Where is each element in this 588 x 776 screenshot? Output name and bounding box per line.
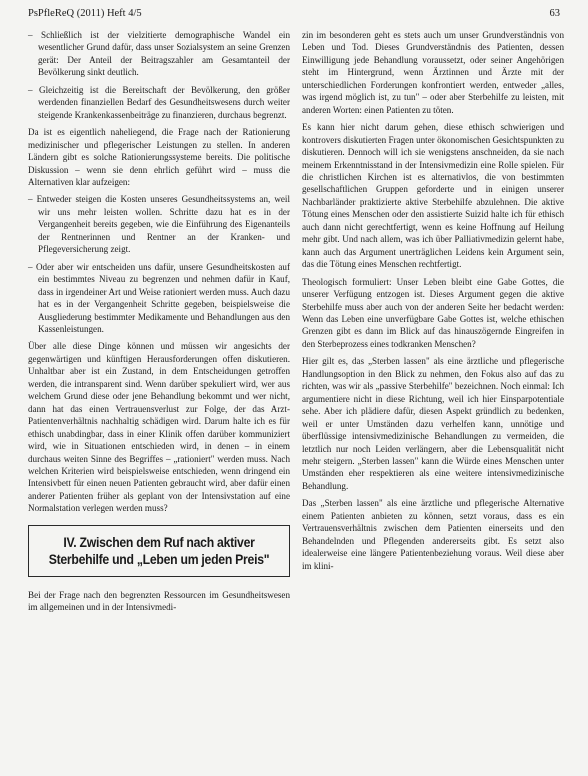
paragraph: Bei der Frage nach den begrenzten Ressourcen im Gesundheitswesen im allgemeinen und in der Intensivmedi- xyxy=(28,589,290,613)
list-item: – Gleichzeitig ist die Bereitschaft der Bevölkerung, den größer werdenden finanziellen Bedarf des Gesundheitswesens durch weiter steigende Krankenkassenbeiträge zu finanzieren, durchaus begrenzt. xyxy=(28,84,290,120)
paragraph: Hier gilt es, das „Sterben lassen" als eine ärztliche und pflegerische Handlungsoption in den Blick zu nehmen, den Fokus also auf das zu richten, was wir als „passive Sterbehilfe" bezeichnen. Noch einmal: Ich argumentiere nicht in diese Richtung, weil ich hier Einsparpotentiale sehe. Aber ich plädiere dafür, diesen Aspekt gründlich zu bedenken, weil er unter Umständen dazu verhelfen kann, unnötige und überflüssige intensivmedizinische Behandlungen zu vermeiden, die letztlich nur noch Leiden verlängern, aber die Lebensqualität nicht mehr steigern. „Sterben lassen" kann die Würde eines Menschen unter Umständen eher respektieren als eine weitere intensivmedizinische Behandlung. xyxy=(302,356,564,491)
paragraph: Das „Sterben lassen" als eine ärztliche und pflegerische Alternative einem Patienten anbieten zu können, setzt voraus, dass es ein Vertrauensverhältnis zwischen dem Patienten einerseits und den Behandelnden und Pflegenden andererseits gibt. Es setzt also idealerweise eine längere Patientenbeziehung voraus. Weil diese aber im klini- xyxy=(302,498,564,571)
page-number: 63 xyxy=(549,8,560,19)
paragraph: zin im besonderen geht es stets auch um unser Grundverständnis von Leben und Tod. Dieses Grundverständnis des Patienten, dessen Einwilligung jede Behandlung voraussetzt, oder seiner Angehörigen steht im Hintergrund, wenn Ärztinnen und Ärzte mit der unterschiedlichen Forderungen konfrontiert werden, entweder „alles, was irgend möglich ist, zu tun" – oder aber Sterbehilfe zu leisten, mit anderen Worten: einen Patienten zu töten. xyxy=(302,30,564,115)
paragraph: Da ist es eigentlich naheliegend, die Frage nach der Rationierung medizinischer und pflegerischer Leistungen zu stellen. In anderen Ländern gibt es solche Rationierungssysteme bereits. Die politische Diskussion – wenn sie denn ehrlich geführt wird – muss die Alternativen klar aufzeigen: xyxy=(28,127,290,187)
paragraph: Über alle diese Dinge können und müssen wir angesichts der gegenwärtigen und künftigen Herausforderungen offen diskutieren. Unhaltbar aber ist ein Zustand, in dem Entscheidungen getroffen werden, die intransparent sind. Wenn darüber spekuliert wird, wer aus welchem Grund diese oder jene Behandlung bekommt und wer nicht, dann hat das einen Vertrauensverlust zur Folge, der das Arzt-Patientenverhältnis nachhaltig schädigen wird. Darum halte ich es für ethisch unabdingbar, dass in einer Klinik offen darüber kommuniziert wird, wie in Situationen entschieden wird, in denen – in einem durchaus weiten Sinne des Begriffes – „rationiert" werden muss. Nach welchen Kriterien wird beispielsweise entschieden, wenn dringend ein Intensivbett für einen neuen Patienten gebraucht wird, aber dafür einen anderer Patienten früher als geplant von der Intensivstation auf eine Normalstation verlegen werden muss? xyxy=(28,341,290,514)
page-header xyxy=(28,8,560,22)
list-item: – Oder aber wir entscheiden uns dafür, unsere Gesundheitskosten auf ein bestimmtes Niveau zu begrenzen und nehmen dafür in Kauf, dass in irgendeiner Art und Weise rationiert werden muss. Auch dazu hat es in der Vergangenheit Schritte gegeben, beispielsweise die Ausgliederung bestimmter Medikamente und Behandlungen aus den Kassenleistungen. xyxy=(28,261,290,334)
paragraph: Es kann hier nicht darum gehen, diese ethisch schwierigen und kontrovers diskutierten Fragen unter ökonomischen Gesichtspunkten zu diskutieren. Dennoch will ich sie wenigstens anschneiden, da sie nach meinem Erkenntnisstand in der Intensivmedizin eine Rolle spielen. Für die christlichen Kirchen ist es alternativlos, die von bestimmten gesellschaftlichen Gruppen geforderte und in einigen unserer Nachbarländer praktizierte aktive Sterbehilfe abzulehnen. Die aktive Tötung eines Menschen oder den assistierte Suizid halte ich für ethisch auch dann nicht gerechtfertigt, wenn es keine Hoffnung auf Heilung mehr gibt. Und nach allem, was ich über Palliativmedizin gelernt habe, kann auch das Argument unerträglichen Leidens kein Argument sein, das die Tötung eines Menschen rechtfertigt. xyxy=(302,122,564,270)
list-item: – Schließlich ist der vielzitierte demographische Wandel ein wesentlicher Grund dafür, dass unser Sozialsystem an seine Grenzen gerät: Der Anteil der Beitragszahler am Gesamtanteil der Bevölkerung sinkt deutlich. xyxy=(28,30,290,78)
section-heading: IV. Zwischen dem Ruf nach aktiver Sterbehilfe und „Leben um jeden Preis" xyxy=(48,534,270,567)
journal-citation: PsPfleReQ (2011) Heft 4/5 xyxy=(28,8,142,19)
right-column xyxy=(302,29,564,577)
paragraph: Theologisch formuliert: Unser Leben bleibt eine Gabe Gottes, die unserer Verfügung entzogen ist. Dieses Argument gegen die aktive Sterbehilfe muss aber auch von der anderen Seite her bedacht werden: Wenn das Leben eine unverfügbare Gabe Gottes ist, welche ethischen Grenzen gibt es dann im Blick auf das hinauszögernde Eingreifen in den Sterbeprozess eines todkranken Menschen? xyxy=(302,276,564,349)
left-column xyxy=(28,29,290,619)
list-item: – Entweder steigen die Kosten unseres Gesundheitssystems an, weil wir uns mehr leisten wollen. Schritte dazu hat es in der Vergangenheit bereits gegeben, wie die Einführung des Eigenanteils der Rentnerinnen und Rentner an der Kranken- und Pflegeversicherung zeigt. xyxy=(28,194,290,255)
section-heading-box xyxy=(28,525,290,577)
